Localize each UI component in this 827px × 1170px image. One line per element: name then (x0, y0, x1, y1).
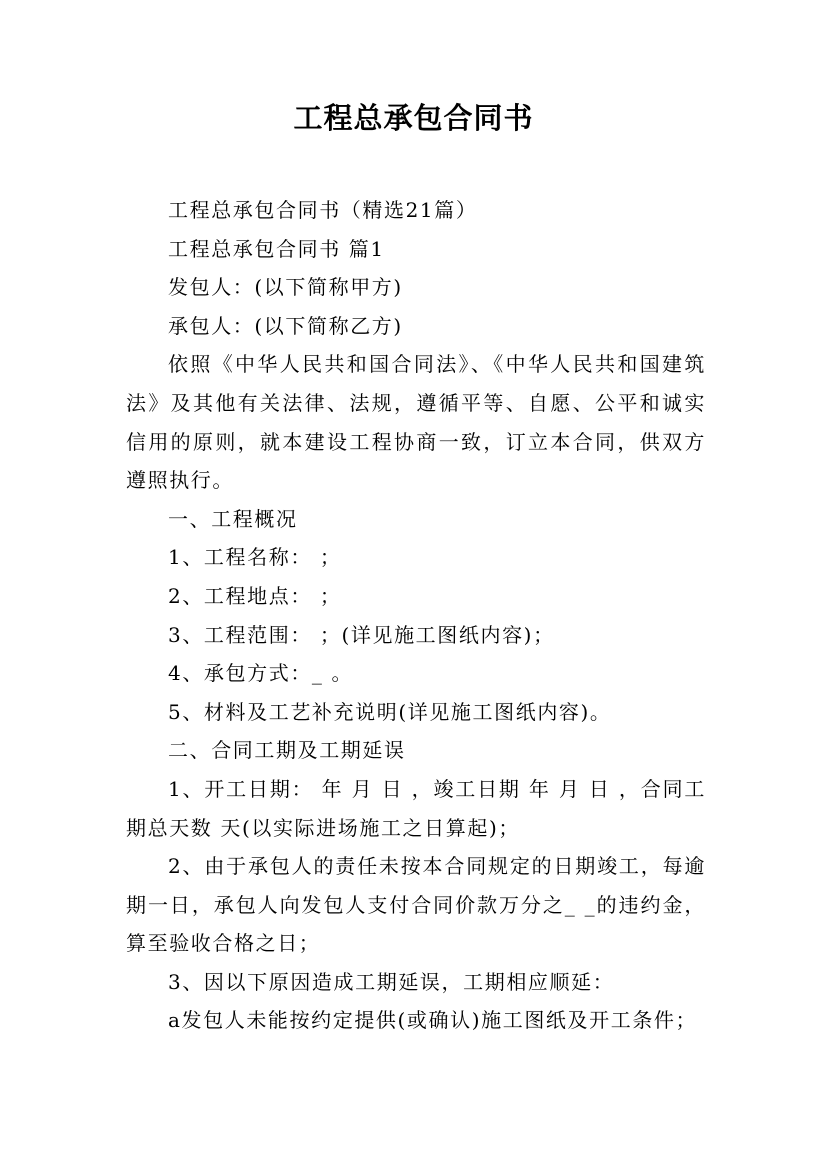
paragraph-start-date: 1、开工日期： 年 月 日 ，竣工日期 年 月 日 ，合同工期总天数 天(以实际进场施工之日算起)； (126, 776, 706, 840)
paragraph-preamble: 依照《中华人民共和国合同法》、《中华人民共和国建筑法》及其他有关法律、法规，遵循平等、自愿、公平和诚实信用的原则，就本建设工程协商一致，订立本合同，供双方遵照执行。 (126, 352, 706, 493)
paragraph-contract-method: 4、承包方式：_ 。 (168, 661, 354, 686)
paragraph-project-name: 1、工程名称： ； (168, 545, 342, 570)
paragraph-contractor: 承包人：(以下简称乙方) (168, 313, 403, 338)
paragraph-heading-overview: 一、工程概况 (168, 506, 298, 531)
document-body (126, 191, 706, 1040)
paragraph-delay-penalty: 2、由于承包人的责任未按本合同规定的日期竣工，每逾期一日，承包人向发包人支付合同价款万分之_ _的违约金，算至验收合格之日； (126, 854, 706, 956)
paragraph-delay-causes: 3、因以下原因造成工期延误，工期相应顺延： (168, 969, 615, 994)
paragraph-heading-schedule: 二、合同工期及工期延误 (168, 738, 406, 763)
paragraph-employer: 发包人：(以下简称甲方) (168, 275, 403, 300)
paragraph-project-scope: 3、工程范围： ；(详见施工图纸内容)； (168, 622, 555, 647)
paragraph-project-location: 2、工程地点： ； (168, 583, 342, 608)
paragraph-materials-note: 5、材料及工艺补充说明(详见施工图纸内容)。 (168, 699, 612, 724)
paragraph-subtitle: 工程总承包合同书（精选21篇） (168, 198, 478, 222)
paragraph-cause-a: a发包人未能按约定提供(或确认)施工图纸及开工条件； (168, 1008, 698, 1033)
document-title: 工程总承包合同书 (293, 101, 534, 135)
paragraph-section-heading: 工程总承包合同书 篇1 (168, 236, 385, 261)
